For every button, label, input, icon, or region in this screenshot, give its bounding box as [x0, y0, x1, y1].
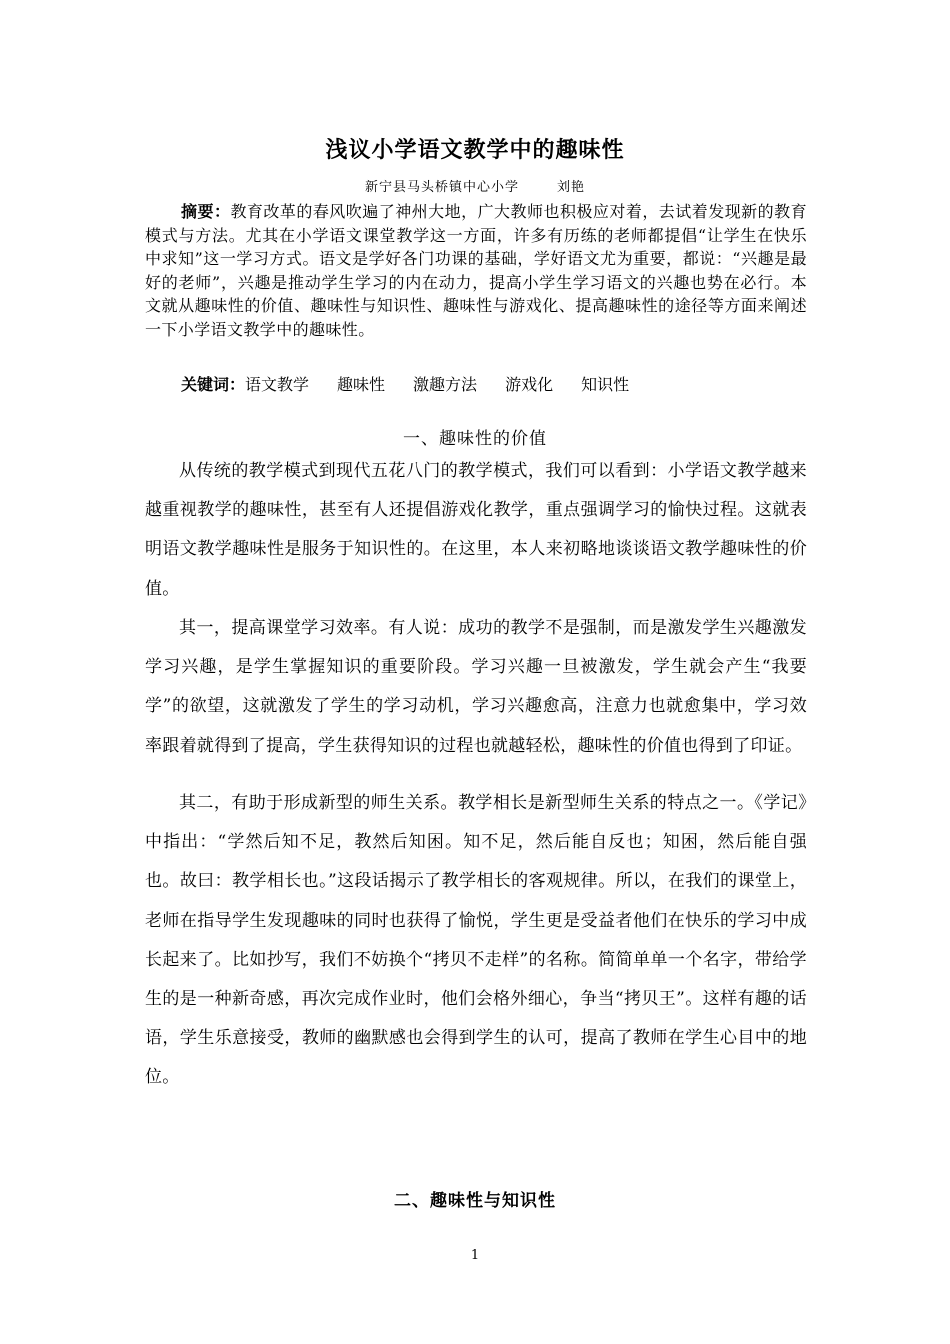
- abstract-label: 摘要：: [181, 202, 231, 221]
- section-heading: 二、趣味性与知识性: [394, 1191, 556, 1211]
- author-line: [0, 176, 950, 195]
- paragraph: 其一，提高课堂学习效率。有人说：成功的教学不是强制，而是激发学生兴趣激发学习兴趣，是学生掌握知识的重要阶段。学习兴趣一旦被激发，学生就会产生“我要学”的欲望，这就激发了学生的学习动机，学习兴趣愈高，注意力也就愈集中，学习效率跟着就得到了提高，学生获得知识的过程也就越轻松，趣味性的价值也得到了印证。: [145, 618, 807, 756]
- keyword: 激趣方法: [413, 375, 478, 394]
- keywords: [181, 373, 657, 397]
- keyword: 语文教学: [245, 375, 310, 394]
- abstract: [145, 200, 807, 341]
- paragraph: 其二，有助于形成新型的师生关系。教学相长是新型师生关系的特点之一。《学记》中指出：“学然后知不足，教然后知困。知不足，然后能自反也；知困，然后能自强也。故曰：教学相长也。”这段话揭示了教学相长的客观规律。所以，在我们的课堂上，老师在指导学生发现趣味的同时也获得了愉悦，学生更是受益者他们在快乐的学习中成长起来了。比如抄写，我们不妨换个“拷贝不走样”的名称。简简单单一个名字，带给学生的是一种新奇感，再次完成作业时，他们会格外细心，争当“拷贝王”。这样有趣的话语，学生乐意接受，教师的幽默感也会得到学生的认可，提高了教师在学生心目中的地位。: [145, 793, 807, 1088]
- abstract-text: 教育改革的春风吹遍了神州大地，广大教师也积极应对着，去试着发现新的教育模式与方法。尤其在小学语文课堂教学这一方面，许多有历练的老师都提倡“让学生在快乐中求知”这一学习方式。语文是学好各门功课的基础，学好语文尤为重要，都说：“兴趣是最好的老师”，兴趣是推动学生学习的内在动力，提高小学生学习语文的兴趣也势在必行。本文就从趣味性的价值、趣味性与知识性、趣味性与游戏化、提高趣味性的途径等方面来阐述一下小学语文教学中的趣味性。: [145, 202, 807, 339]
- author-name: 刘艳: [557, 180, 586, 195]
- paragraph: 从传统的教学模式到现代五花八门的教学模式，我们可以看到：小学语文教学越来越重视教学的趣味性，甚至有人还提倡游戏化教学，重点强调学习的愉快过程。这就表明语文教学趣味性是服务于知识性的。在这里，本人来初略地谈谈语文教学趣味性的价值。: [145, 461, 807, 599]
- section-heading: 一、趣味性的价值: [403, 429, 547, 449]
- keyword: 知识性: [581, 375, 630, 394]
- document-title: 浅议小学语文教学中的趣味性: [325, 138, 625, 163]
- school-name: 新宁县马头桥镇中心小学: [364, 180, 519, 195]
- keyword: 趣味性: [337, 375, 386, 394]
- keyword: 游戏化: [505, 375, 554, 394]
- keywords-label: 关键词：: [181, 375, 246, 394]
- page-number: 1: [470, 1248, 480, 1263]
